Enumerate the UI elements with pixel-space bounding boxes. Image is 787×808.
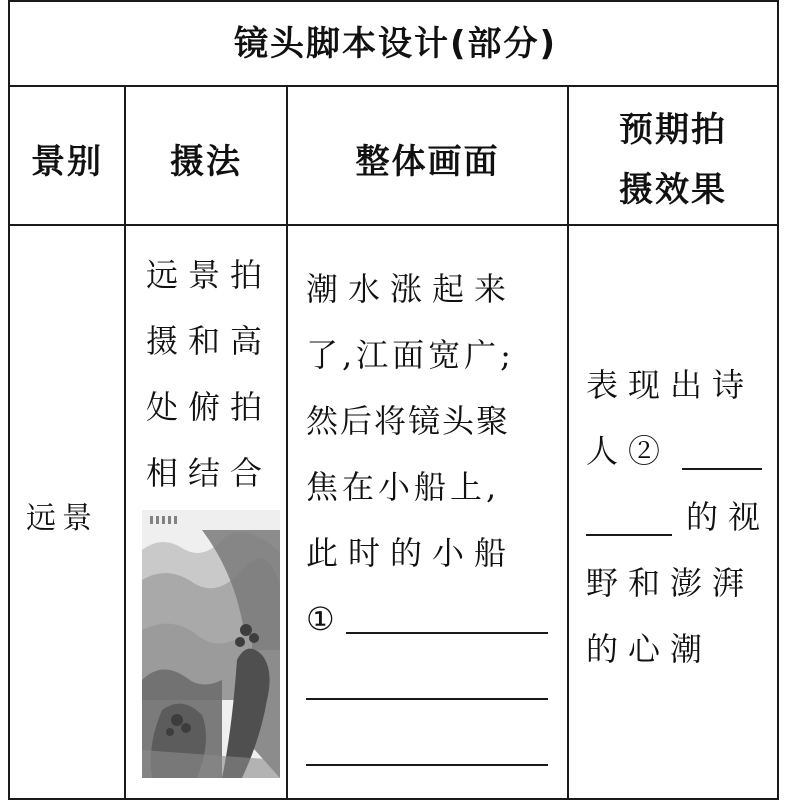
technique-line-4: 相结合 [146,454,273,492]
header-expected-effect-line1: 预期拍 [619,110,727,150]
header-scene-type: 景别 [31,142,103,182]
table-title: 镜头脚本设计(部分) [233,24,558,64]
effect-line-2: 人② [586,432,671,470]
answer-blank-2b [586,534,672,536]
technique-line-1: 远景拍 [146,256,273,294]
effect-line-1: 表现出诗 [586,366,755,404]
answer-blank-1a [346,632,548,634]
col-divider-2 [286,85,288,798]
overall-line-4: 焦在小船上, [306,468,501,506]
cell-scene-type: 远景 [26,501,98,536]
landscape-painting-svg [142,510,280,778]
overall-line-2: 了,江面宽广; [306,336,515,374]
effect-line-4: 野和澎湃 [586,564,755,602]
answer-blank-2a [682,468,762,470]
answer-blank-1b [306,698,548,700]
effect-line-5: 的心潮 [586,630,713,668]
technique-line-3: 处俯拍 [146,388,273,426]
landscape-painting-image [142,510,280,778]
overall-line-1: 潮水涨起来 [306,270,517,308]
header-expected-effect-line2: 摄效果 [619,170,727,210]
overall-line-3: 然后将镜头聚 [306,402,511,440]
answer-blank-1c [306,764,548,766]
col-divider-1 [124,85,126,798]
overall-line-6-marker: ① [306,600,345,638]
overall-line-5: 此时的小船 [306,534,517,572]
script-table [8,0,779,800]
header-overall-picture: 整体画面 [355,142,500,182]
technique-line-2: 摄和高 [146,322,273,360]
effect-line-3: 的视 [686,498,771,536]
header-technique: 摄法 [170,142,242,182]
